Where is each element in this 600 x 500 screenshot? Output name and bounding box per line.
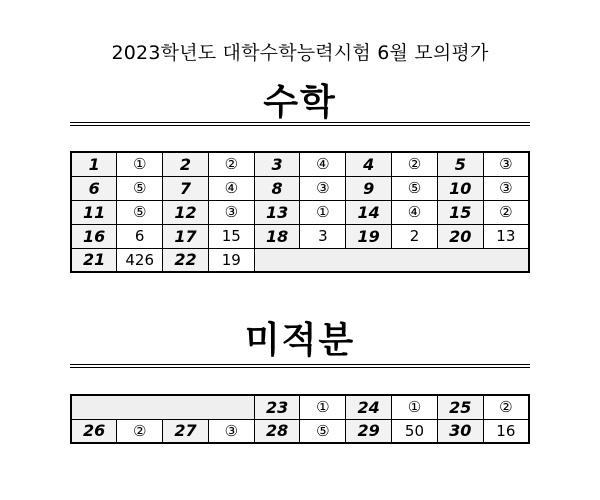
answer-cell: 16 <box>483 419 529 443</box>
answer-cell: ① <box>392 395 438 419</box>
answer-cell: 3 <box>300 224 346 248</box>
question-number: 24 <box>346 395 392 419</box>
question-number: 22 <box>163 248 209 272</box>
question-number: 7 <box>163 176 209 200</box>
answer-cell: ④ <box>300 152 346 176</box>
table-row <box>71 224 529 248</box>
answer-cell: ② <box>483 200 529 224</box>
question-number: 1 <box>71 152 117 176</box>
question-number: 14 <box>346 200 392 224</box>
answer-cell: ① <box>300 200 346 224</box>
table-row <box>71 176 529 200</box>
calculus-answer-table <box>70 394 530 444</box>
table-row <box>71 419 529 443</box>
answer-cell: 2 <box>392 224 438 248</box>
question-number: 27 <box>163 419 209 443</box>
question-number: 28 <box>254 419 300 443</box>
question-number: 30 <box>437 419 483 443</box>
question-number: 8 <box>254 176 300 200</box>
answer-cell: ② <box>392 152 438 176</box>
answer-cell: ③ <box>483 176 529 200</box>
answer-cell: ② <box>208 152 254 176</box>
table-row <box>71 200 529 224</box>
answer-cell: ⑤ <box>300 419 346 443</box>
empty-cell <box>254 248 529 272</box>
question-number: 17 <box>163 224 209 248</box>
question-number: 21 <box>71 248 117 272</box>
answer-cell: 6 <box>117 224 163 248</box>
answer-cell: ③ <box>300 176 346 200</box>
answer-cell: 19 <box>208 248 254 272</box>
question-number: 25 <box>437 395 483 419</box>
table-row <box>71 248 529 272</box>
question-number: 5 <box>437 152 483 176</box>
question-number: 13 <box>254 200 300 224</box>
answer-cell: 50 <box>392 419 438 443</box>
answer-cell: ③ <box>208 200 254 224</box>
question-number: 19 <box>346 224 392 248</box>
answer-cell: ④ <box>392 200 438 224</box>
answer-cell: ⑤ <box>117 176 163 200</box>
answer-cell: ③ <box>483 152 529 176</box>
question-number: 18 <box>254 224 300 248</box>
calculus-section-title: 미적분 <box>244 320 356 361</box>
math-section-title: 수학 <box>263 82 337 123</box>
question-number: 15 <box>437 200 483 224</box>
question-number: 4 <box>346 152 392 176</box>
exam-title: 2023학년도 대학수학능력시험 6월 모의평가 <box>111 42 489 64</box>
answer-cell: ④ <box>208 176 254 200</box>
answer-cell: 426 <box>117 248 163 272</box>
empty-cell <box>71 395 254 419</box>
question-number: 10 <box>437 176 483 200</box>
question-number: 23 <box>254 395 300 419</box>
answer-cell: 13 <box>483 224 529 248</box>
answer-cell: ⑤ <box>392 176 438 200</box>
answer-cell: ② <box>117 419 163 443</box>
answer-cell: ⑤ <box>117 200 163 224</box>
question-number: 9 <box>346 176 392 200</box>
table-row <box>71 152 529 176</box>
calculus-title-divider <box>70 364 530 368</box>
answer-cell: ② <box>483 395 529 419</box>
question-number: 6 <box>71 176 117 200</box>
question-number: 12 <box>163 200 209 224</box>
math-title-divider <box>70 122 530 126</box>
question-number: 29 <box>346 419 392 443</box>
answer-cell: ① <box>300 395 346 419</box>
question-number: 11 <box>71 200 117 224</box>
math-answer-table <box>70 151 530 273</box>
question-number: 20 <box>437 224 483 248</box>
question-number: 16 <box>71 224 117 248</box>
question-number: 26 <box>71 419 117 443</box>
answer-cell: 15 <box>208 224 254 248</box>
question-number: 2 <box>163 152 209 176</box>
question-number: 3 <box>254 152 300 176</box>
table-row <box>71 395 529 419</box>
answer-cell: ① <box>117 152 163 176</box>
answer-cell: ③ <box>208 419 254 443</box>
